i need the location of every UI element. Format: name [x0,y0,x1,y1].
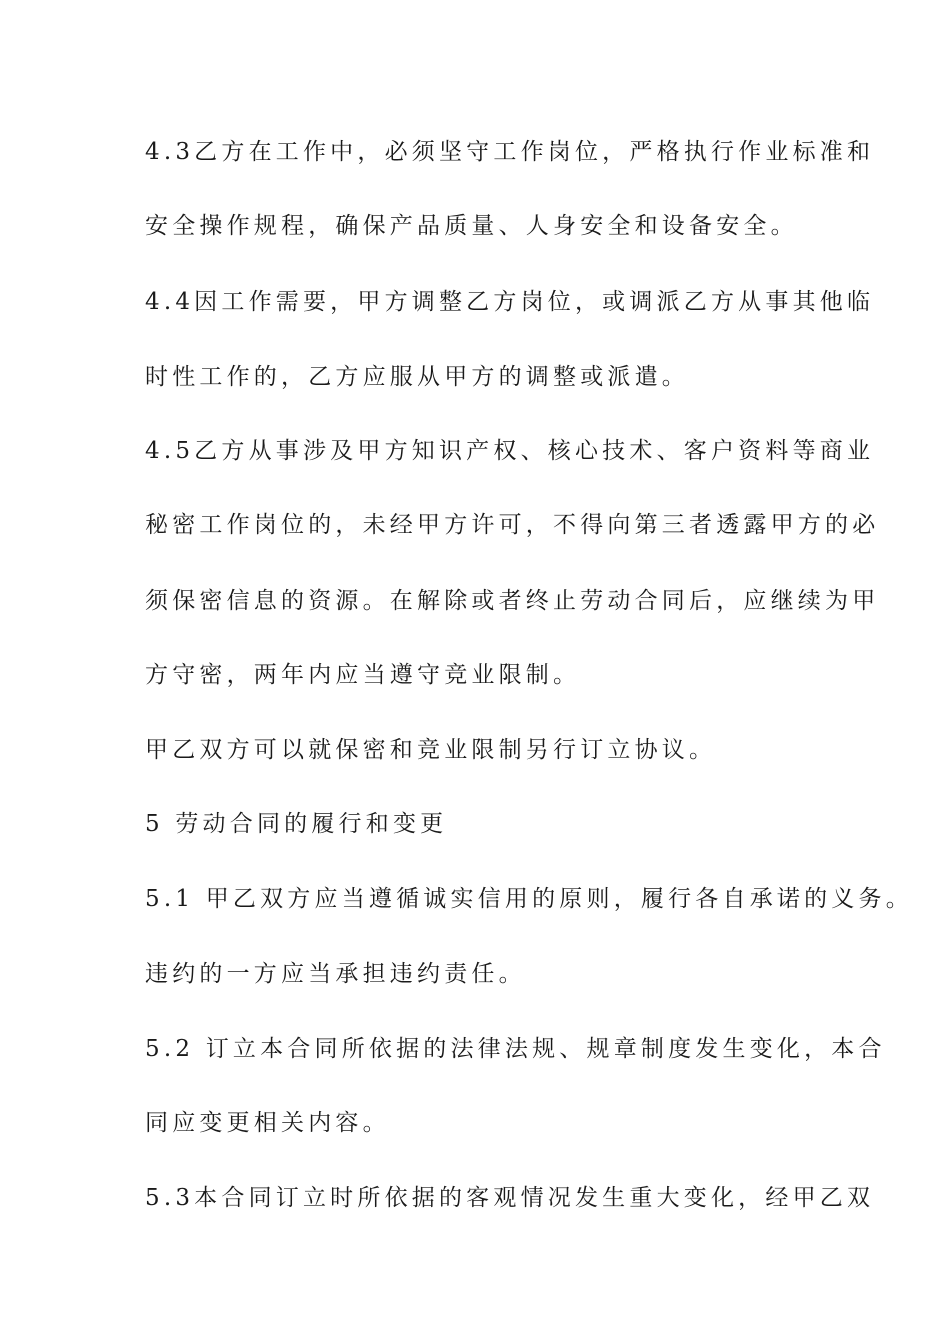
clause-5-2-line-2: 同应变更相关内容。 [145,1110,390,1136]
clause-4-3-line-1: 4.3乙方在工作中，必须坚守工作岗位，严格执行作业标准和 [145,139,875,165]
clause-4-5-line-2: 秘密工作岗位的，未经甲方许可，不得向第三者透露甲方的必 [145,512,880,538]
section-5-heading: 5 劳动合同的履行和变更 [145,811,448,837]
clause-4-4-line-1: 4.4因工作需要，甲方调整乙方岗位，或调派乙方从事其他临 [145,289,875,315]
clause-5-1-line-2: 违约的一方应当承担违约责任。 [145,961,526,987]
agreement-note-line: 甲乙双方可以就保密和竞业限制另行订立协议。 [145,737,717,763]
clause-4-4-line-2: 时性工作的，乙方应服从甲方的调整或派遣。 [145,364,689,390]
clause-5-3-line-1: 5.3本合同订立时所依据的客观情况发生重大变化，经甲乙双 [145,1185,875,1211]
clause-4-5-line-3: 须保密信息的资源。在解除或者终止劳动合同后，应继续为甲 [145,588,880,614]
clause-5-2-line-1: 5.2 订立本合同所依据的法律法规、规章制度发生变化，本合 [145,1036,886,1062]
clause-5-1-line-1: 5.1 甲乙双方应当遵循诚实信用的原则，履行各自承诺的义务。 [145,886,913,912]
clause-4-5-line-1: 4.5乙方从事涉及甲方知识产权、核心技术、客户资料等商业 [145,438,875,464]
clause-4-3-line-2: 安全操作规程，确保产品质量、人身安全和设备安全。 [145,213,798,239]
clause-4-5-line-4: 方守密，两年内应当遵守竞业限制。 [145,662,581,688]
